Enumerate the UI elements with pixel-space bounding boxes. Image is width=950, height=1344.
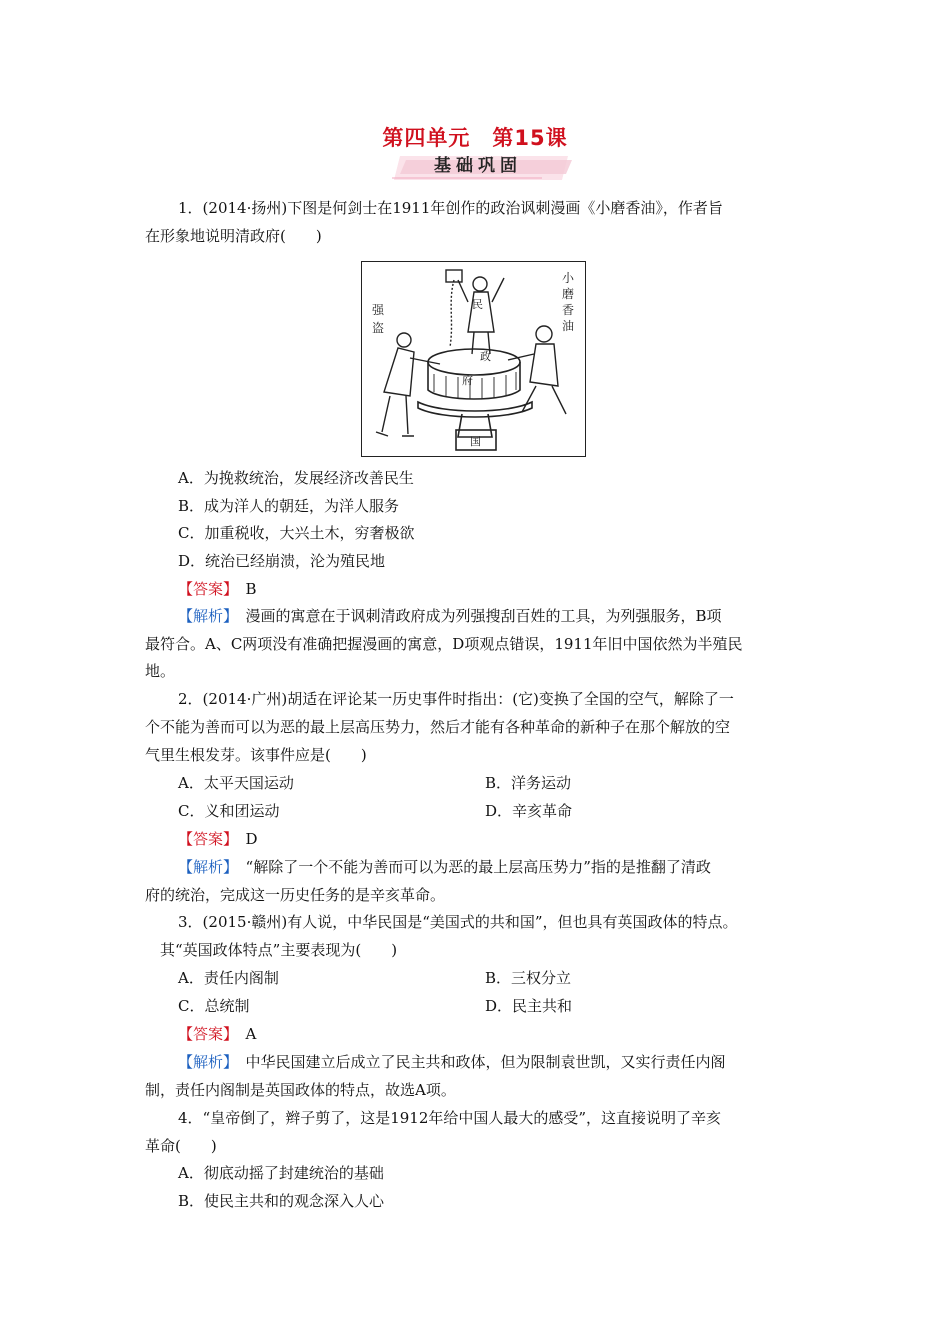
q1-option-b: B．成为洋人的朝廷，为洋人服务	[178, 497, 400, 515]
q4-option-a: A．彻底动摇了封建统治的基础	[178, 1164, 384, 1182]
q3-option-c: C．总统制	[178, 997, 250, 1015]
q3-option-b: B．三权分立	[485, 969, 572, 987]
q2-option-a: A．太平天国运动	[178, 774, 294, 792]
q2-analysis-line1: 【解析】 “解除了一个不能为善而可以为恶的最上层高压势力”指的是推翻了清政	[178, 858, 711, 876]
q1-option-d: D．统治已经崩溃，沦为殖民地	[178, 552, 386, 570]
q1-stem-line1: 1．(2014·扬州)下图是何剑士在1911年创作的政治讽刺漫画《小磨香油》，作者旨	[178, 199, 723, 217]
q1-analysis-line3: 地。	[145, 662, 176, 680]
cartoon-label-base: 国	[470, 435, 481, 448]
q3-answer-value: A	[245, 1025, 257, 1043]
cartoon-right-caption-1: 小	[562, 271, 575, 285]
q3-stem-line1: 3．(2015·赣州)有人说，中华民国是“美国式的共和国”，但也具有英国政体的特点。	[178, 913, 738, 931]
cartoon-right-caption-3: 香	[562, 303, 575, 317]
q1-stem-line2: 在形象地说明清政府( )	[145, 227, 322, 245]
q1-option-c: C．加重税收，大兴土木，穷奢极欲	[178, 524, 415, 542]
unit-lesson-title: 第四单元 第15课	[382, 126, 568, 150]
q3-analysis-line1: 【解析】 中华民国建立后成立了民主共和政体，但为限制袁世凯，又实行责任内阁	[178, 1053, 726, 1071]
cartoon-drawing	[362, 262, 584, 455]
q2-stem-line1: 2．(2014·广州)胡适在评论某一历史事件时指出：(它)变换了全国的空气，解除了一	[178, 690, 734, 708]
q2-analysis-line2: 府的统治，完成这一历史任务的是辛亥革命。	[145, 886, 446, 904]
q4-option-b: B．使民主共和的观念深入人心	[178, 1192, 385, 1210]
q1-answer-row	[178, 579, 257, 599]
cartoon-left-caption-2: 盗	[372, 321, 385, 335]
q1-option-a: A．为挽救统治，发展经济改善民生	[178, 469, 414, 487]
analysis-tag: 【解析】	[178, 858, 231, 876]
q4-stem-line2: 革命( )	[145, 1137, 217, 1155]
answer-tag: 【答案】	[178, 830, 231, 848]
q3-option-a: A．责任内阁制	[178, 969, 279, 987]
q2-answer-row	[178, 829, 258, 849]
q2-stem-line3: 气里生根发芽。该事件应是( )	[145, 746, 367, 764]
section-banner: 基础巩固	[434, 156, 522, 176]
answer-tag: 【答案】	[178, 580, 231, 598]
cartoon-right-caption-4: 油	[562, 319, 575, 333]
q2-option-d: D．辛亥革命	[485, 802, 573, 820]
q2-answer-value: D	[245, 830, 258, 848]
q3-analysis-line2: 制，责任内阁制是英国政体的特点，故选A项。	[145, 1081, 456, 1099]
q2-stem-line2: 个不能为善而可以为恶的最上层高压势力，然后才能有各种革命的新种子在那个解放的空	[145, 718, 731, 736]
cartoon-right-caption-2: 磨	[562, 287, 575, 301]
cartoon-left-caption-1: 强	[372, 303, 385, 317]
q1-analysis-line1: 【解析】 漫画的寓意在于讽刺清政府成为列强搜刮百姓的工具，为列强服务，B项	[178, 607, 722, 625]
q3-answer-row	[178, 1024, 256, 1044]
cartoon-label-top: 民	[472, 298, 483, 311]
q1-answer-value: B	[245, 580, 257, 598]
q4-stem-line1: 4．“皇帝倒了，辫子剪了，这是1912年给中国人最大的感受”，这直接说明了辛亥	[178, 1109, 722, 1127]
analysis-tag: 【解析】	[178, 607, 231, 625]
cartoon-label-mill-2: 府	[462, 374, 473, 387]
q3-stem-line2: 其“英国政体特点”主要表现为( )	[160, 941, 398, 959]
political-cartoon	[361, 261, 586, 457]
analysis-tag: 【解析】	[178, 1053, 231, 1071]
q3-option-d: D．民主共和	[485, 997, 573, 1015]
q2-option-c: C．义和团运动	[178, 802, 280, 820]
q1-analysis-line2: 最符合。A、C两项没有准确把握漫画的寓意，D项观点错误，1911年旧中国依然为半殖民	[145, 635, 743, 653]
answer-tag: 【答案】	[178, 1025, 231, 1043]
q2-option-b: B．洋务运动	[485, 774, 572, 792]
cartoon-label-mill-1: 政	[480, 350, 491, 363]
